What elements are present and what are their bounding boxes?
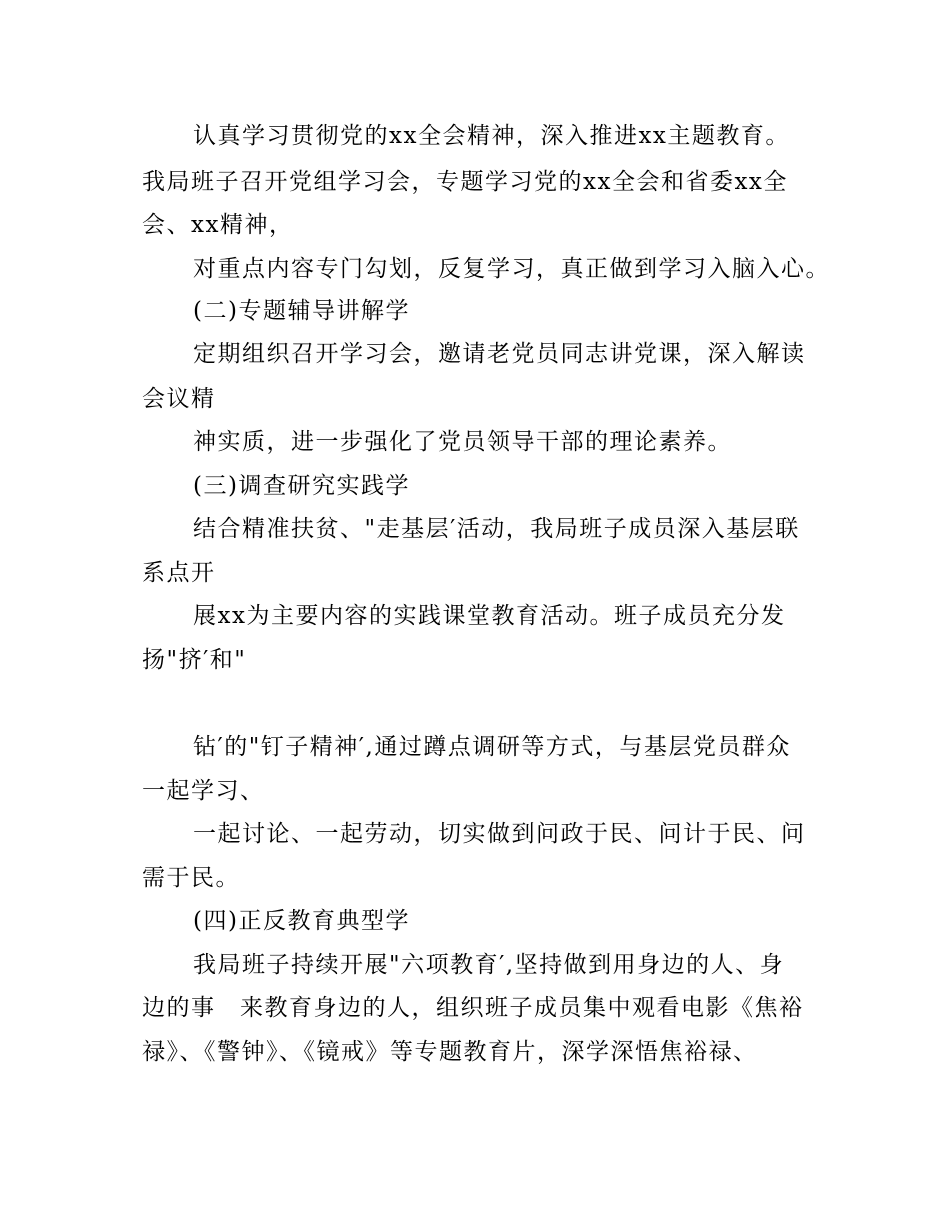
paragraph-line-21: 禄》、《警钟》、《镜戒》等专题教育片，深学深悟焦裕禄、	[142, 1039, 758, 1065]
section-heading-4: (四)正反教育典型学	[193, 908, 410, 934]
paragraph-line-7: 会议精	[142, 386, 216, 412]
paragraph-line-3: 会、xx精神，	[142, 212, 294, 238]
section-heading-2: (二)专题辅导讲解学	[193, 298, 410, 324]
paragraph-line-14: 钻′的"钉子精神′,通过蹲点调研等方式，与基层党员群众	[193, 734, 791, 760]
paragraph-line-16: 一起讨论、一起劳动，切实做到问政于民、问计于民、问	[193, 821, 806, 847]
paragraph-line-10: 结合精准扶贫、"走基层′活动，我局班子成员深入基层联	[193, 516, 800, 542]
paragraph-line-12: 展xx为主要内容的实践课堂教育活动。班子成员充分发	[193, 603, 786, 629]
paragraph-line-4: 对重点内容专门勾划，反复学习，真正做到学习入脑入心。	[193, 256, 830, 282]
paragraph-line-13: 扬"挤′和"	[142, 647, 247, 673]
paragraph-line-11: 系点开	[142, 560, 216, 586]
paragraph-line-2: 我局班子召开党组学习会，专题学习党的xx全会和省委xx全	[142, 169, 788, 195]
paragraph-line-20: 边的事 来教育身边的人，组织班子成员集中观看电影《焦裕	[142, 995, 804, 1021]
paragraph-line-8: 神实质，进一步强化了党员领导干部的理论素养。	[193, 429, 732, 455]
paragraph-line-15: 一起学习、	[142, 778, 265, 804]
paragraph-line-6: 定期组织召开学习会，邀请老党员同志讲党课，深入解读	[193, 341, 806, 367]
paragraph-line-1: 认真学习贯彻党的xx全会精神，深入推进xx主题教育。	[193, 123, 790, 149]
paragraph-line-17: 需于民。	[142, 865, 240, 891]
paragraph-line-19: 我局班子持续开展"六项教育′,坚持做到用身边的人、身	[193, 952, 785, 978]
section-heading-3: (三)调查研究实践学	[193, 473, 410, 499]
